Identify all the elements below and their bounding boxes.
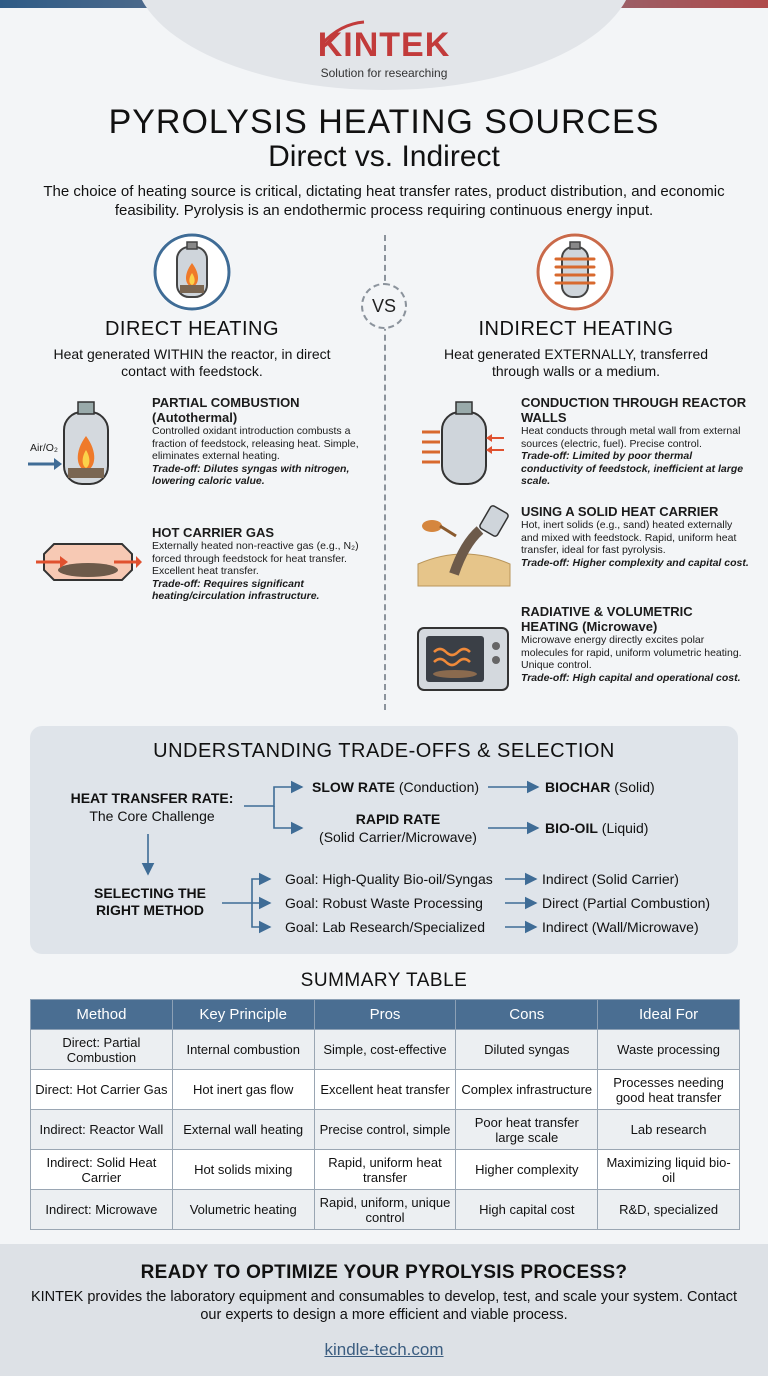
biochar-result bbox=[545, 779, 655, 796]
table-row bbox=[31, 1110, 740, 1150]
goal-2: Goal: Robust Waste Processing bbox=[285, 895, 483, 911]
indirect-heading: INDIRECT HEATING bbox=[478, 318, 674, 340]
slow-rate-label: SLOW RATE bbox=[312, 779, 395, 795]
rapid-rate-note: (Solid Carrier/Microwave) bbox=[319, 829, 477, 845]
method-tradeoff: Trade-off: High capital and operational cost. bbox=[521, 671, 741, 684]
rapid-rate-label: RAPID RATE bbox=[355, 811, 441, 827]
page-subtitle: Direct vs. Indirect bbox=[268, 140, 500, 173]
table-cell: Higher complexity bbox=[456, 1150, 598, 1190]
table-cell: Indirect: Reactor Wall bbox=[31, 1110, 173, 1150]
method-title: RADIATIVE & VOLUMETRIC HEATING (Microwave) bbox=[521, 604, 693, 634]
col-header: Key Principle bbox=[172, 1000, 314, 1030]
slow-rate-note: (Conduction) bbox=[398, 779, 480, 795]
summary-table bbox=[30, 999, 740, 1230]
goal-3: Goal: Lab Research/Specialized bbox=[285, 919, 486, 935]
method-text: Microwave energy directly excites polar molecules for rapid, uniform volumetric heating. Unique control. bbox=[521, 634, 742, 671]
table-cell: Poor heat transfer large scale bbox=[456, 1110, 598, 1150]
table-cell: Excellent heat transfer bbox=[314, 1070, 456, 1110]
table-cell: Internal combustion bbox=[172, 1030, 314, 1070]
selecting-method-title: SELECTING THE RIGHT METHOD bbox=[93, 885, 206, 918]
table-cell: Complex infrastructure bbox=[456, 1070, 598, 1110]
direct-heading: DIRECT HEATING bbox=[104, 318, 280, 340]
table-cell: Processes needing good heat transfer bbox=[598, 1070, 740, 1110]
method-tradeoff: Trade-off: Dilutes syngas with nitrogen, lowering caloric value. bbox=[152, 462, 350, 487]
biochar-label: BIOCHAR bbox=[545, 779, 611, 795]
table-cell: High capital cost bbox=[456, 1190, 598, 1230]
method-tradeoff: Trade-off: Higher complexity and capital cost. bbox=[521, 556, 749, 569]
indirect-description: Heat generated EXTERNALLY, transferred through walls or a medium. bbox=[443, 346, 709, 379]
table-cell: Indirect: Microwave bbox=[31, 1190, 173, 1230]
table-cell: Volumetric heating bbox=[172, 1190, 314, 1230]
table-cell: Simple, cost-effective bbox=[314, 1030, 456, 1070]
col-header: Cons bbox=[456, 1000, 598, 1030]
table-row bbox=[31, 1030, 740, 1070]
col-header: Pros bbox=[314, 1000, 456, 1030]
method-text: Hot, inert solids (e.g., sand) heated externally and mixed with feedstock. Rapid, uniform heat transfer, ideal for fast pyrolysis. bbox=[521, 519, 737, 556]
table-row bbox=[31, 1150, 740, 1190]
website-link[interactable]: kindle-tech.com bbox=[324, 1340, 444, 1359]
method-title: PARTIAL COMBUSTION (Autothermal) bbox=[152, 395, 300, 425]
direct-description: Heat generated WITHIN the reactor, in direct contact with feedstock. bbox=[53, 346, 331, 379]
tradeoffs-title: UNDERSTANDING TRADE-OFFS & SELECTION bbox=[153, 740, 615, 762]
table-cell: Maximizing liquid bio-oil bbox=[598, 1150, 740, 1190]
goal-2-method: Direct (Partial Combustion) bbox=[542, 895, 711, 911]
col-header: Ideal For bbox=[598, 1000, 740, 1030]
goal-1-method: Indirect (Solid Carrier) bbox=[542, 871, 679, 887]
table-cell: Direct: Partial Combustion bbox=[31, 1030, 173, 1070]
method-title: USING A SOLID HEAT CARRIER bbox=[521, 504, 719, 519]
intro-text: The choice of heating source is critical, dictating heat transfer rates, product distribution, and economic feasibility. Pyrolysis is an endothermic process requiring continuous energy input. bbox=[43, 183, 725, 219]
table-cell: Waste processing bbox=[598, 1030, 740, 1070]
biochar-note: (Solid) bbox=[614, 779, 655, 795]
table-cell: Rapid, uniform, unique control bbox=[314, 1190, 456, 1230]
page-title: PYROLYSIS HEATING SOURCES bbox=[108, 103, 660, 141]
col-header: Method bbox=[31, 1000, 173, 1030]
table-cell: R&D, specialized bbox=[598, 1190, 740, 1230]
method-title: CONDUCTION THROUGH REACTOR WALLS bbox=[521, 395, 747, 425]
table-cell: Hot inert gas flow bbox=[172, 1070, 314, 1110]
goal-3-method: Indirect (Wall/Microwave) bbox=[542, 919, 699, 935]
bio-oil-label: BIO-OIL bbox=[545, 820, 598, 836]
table-cell: Direct: Hot Carrier Gas bbox=[31, 1070, 173, 1110]
core-challenge-sub: The Core Challenge bbox=[89, 808, 215, 824]
method-title: HOT CARRIER GAS bbox=[152, 525, 275, 540]
summary-title: SUMMARY TABLE bbox=[300, 970, 468, 991]
bio-oil-note: (Liquid) bbox=[601, 820, 649, 836]
slow-rate bbox=[312, 779, 479, 796]
table-cell: Hot solids mixing bbox=[172, 1150, 314, 1190]
table-cell: Diluted syngas bbox=[456, 1030, 598, 1070]
table-cell: Precise control, simple bbox=[314, 1110, 456, 1150]
table-row bbox=[31, 1070, 740, 1110]
method-text: Controlled oxidant introduction combusts a fraction of feedstock, releasing heat. Simple, eliminates external heating. bbox=[152, 425, 359, 462]
brand-name: KINTEK bbox=[317, 26, 451, 64]
table-cell: Indirect: Solid Heat Carrier bbox=[31, 1150, 173, 1190]
table-cell: Lab research bbox=[598, 1110, 740, 1150]
method-text: Externally heated non-reactive gas (e.g., N₂) forced through feedstock for heat transfer. Excellent heat transfer. bbox=[152, 540, 359, 577]
cta-text: KINTEK provides the laboratory equipment and consumables to develop, test, and scale your system. Contact our experts to design a more efficient and viable process. bbox=[30, 1289, 738, 1323]
table-header-row bbox=[31, 1000, 740, 1030]
method-tradeoff: Trade-off: Requires significant heating/circulation infrastructure. bbox=[152, 577, 320, 602]
brand-tagline: Solution for researching bbox=[320, 66, 448, 80]
vs-badge: VS bbox=[361, 283, 407, 329]
table-cell: Rapid, uniform heat transfer bbox=[314, 1150, 456, 1190]
method-tradeoff: Trade-off: Limited by poor thermal conductivity of feedstock, inefficient at large scale. bbox=[521, 450, 744, 487]
table-cell: External wall heating bbox=[172, 1110, 314, 1150]
cta-title: READY TO OPTIMIZE YOUR PYROLYSIS PROCESS? bbox=[140, 1262, 628, 1283]
table-row bbox=[31, 1190, 740, 1230]
air-oxygen-label: Air/O₂ bbox=[30, 442, 58, 454]
method-text: Heat conducts through metal wall from external sources (electric, fuel). Precise control. bbox=[521, 425, 741, 450]
goal-1: Goal: High-Quality Bio-oil/Syngas bbox=[285, 871, 493, 887]
core-challenge-title: HEAT TRANSFER RATE: bbox=[70, 790, 234, 806]
bio-oil-result bbox=[545, 820, 648, 837]
